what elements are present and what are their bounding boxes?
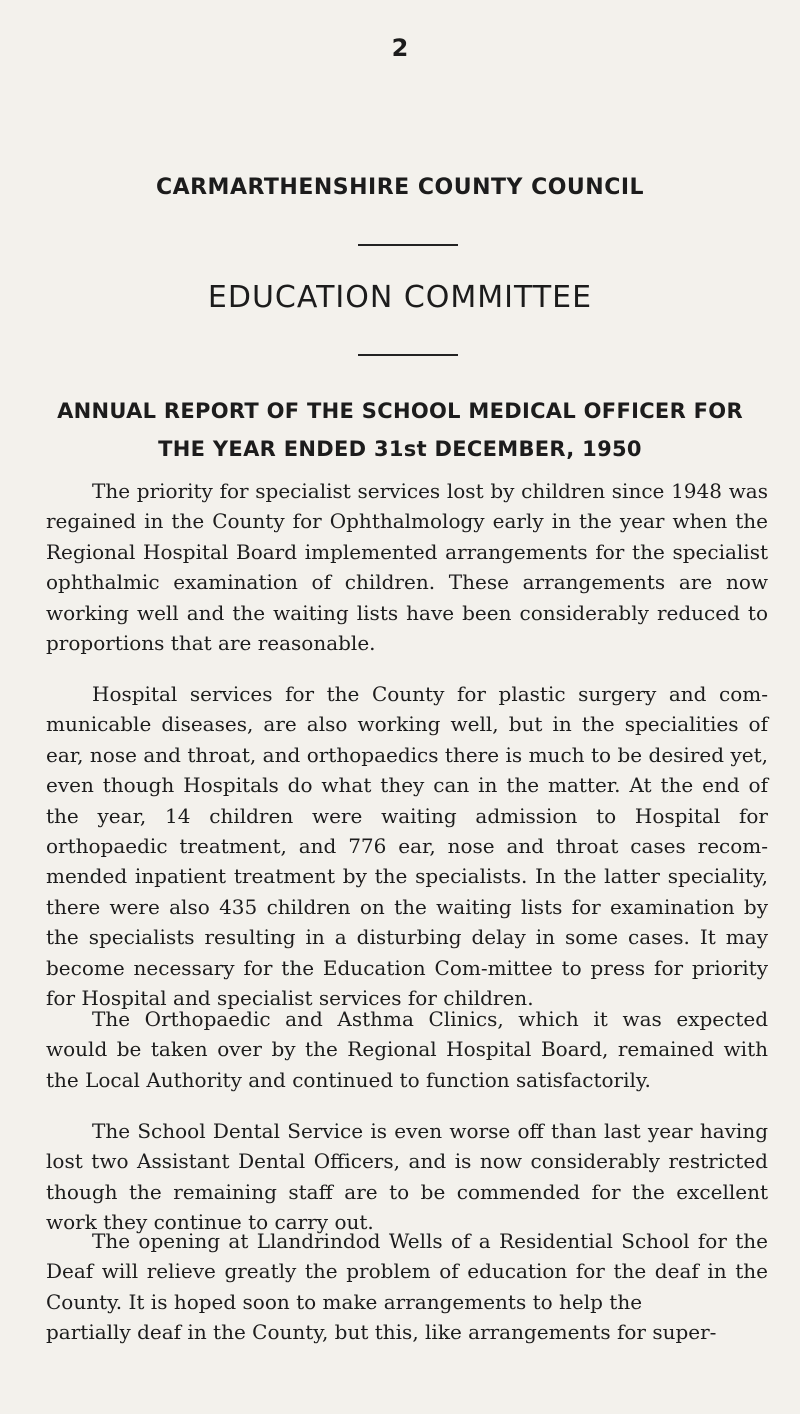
report-title-line: THE YEAR ENDED 31st DECEMBER, 1950 xyxy=(158,437,642,461)
report-title-line: ANNUAL REPORT OF THE SCHOOL MEDICAL OFFICER FOR xyxy=(57,399,743,423)
paragraph-text: The opening at Llandrindod Wells of a Residential School for the Deaf will relieve greatly the problem of education for the deaf in the County. It is hoped soon to make arrangements to help the xyxy=(46,1229,768,1314)
paragraph-hospital-services: Hospital services for the County for plastic surgery and com-municable diseases, are also working well, but in the specialities of ear, nose and throat, and orthopaedics there is much to be desired yet, even though Hospitals do what they can in the matter. At the end of the year, 14 children were waiting admission to Hospital for orthopaedic treatment, and 776 ear, nose and throat cases recom-mended inpatient treatment by the specialists. In the latter speciality, there were also 435 children on the waiting lists for examination by the specialists resulting in a disturbing delay in some cases. It may become necessary for the Education Com-mittee to press for priority for Hospital and specialist services for children. xyxy=(46,682,768,1011)
council-heading: CARMARTHENSHIRE COUNTY COUNCIL xyxy=(155,175,645,200)
committee-heading: EDUCATION COMMITTEE xyxy=(207,280,593,315)
paragraph-clinics: The Orthopaedic and Asthma Clinics, which it was expected would be taken over by the Regional Hospital Board, remained with the Local Authority and continued to function satisfactorily. xyxy=(46,1007,768,1092)
paragraph-ophthalmology: The priority for specialist services lost by children since 1948 was regained in the County for Ophthalmology early in the year when the Regional Hospital Board implemented arrangements for the specialist ophthalmic examination of children. These arrangements are now working well and the waiting lists have been considerably reduced to proportions that are reasonable. xyxy=(46,479,768,656)
paragraph-deaf-school xyxy=(46,1226,768,1348)
paragraph-dental-service: The School Dental Service is even worse off than last year having lost two Assistant Dental Officers, and is now considerably restricted though the remaining staff are to be commended for the excellent work they continue to carry out. xyxy=(46,1119,768,1235)
report-title xyxy=(0,392,800,468)
divider-rule xyxy=(358,354,458,356)
divider-rule xyxy=(358,244,458,246)
page-number: 2 xyxy=(391,34,409,62)
paragraph-continuation-line: partially deaf in the County, but this, like arrangements for super- xyxy=(46,1320,717,1345)
